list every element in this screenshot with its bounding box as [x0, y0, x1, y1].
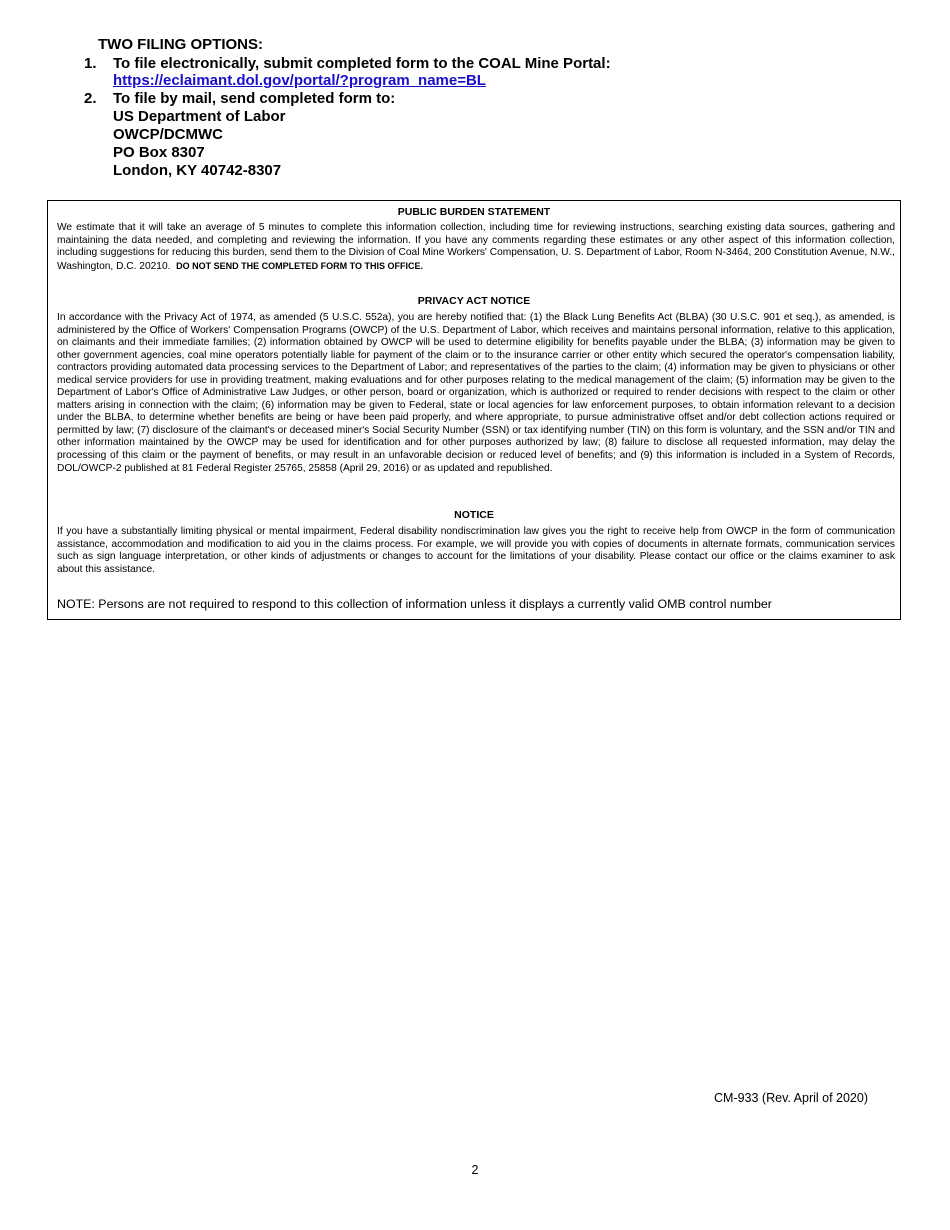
privacy-body: In accordance with the Privacy Act of 1974, as amended (5 U.S.C. 552a), you are hereby notified that: (1) the Black Lung Benefits Act (BLBA) (30 U.S.C. 901 et seq.), as amended, is administered by the Office of Workers' Compensation Programs (OWCP) of the U.S. Department of Labor, which receives and maintains personal information, relative to this application, on claimants and their immediate families; (2) information obtained by OWCP will be used to determine eligibility for benefits payable under the BLBA; (3) information may be given to other government agencies, coal mine operators potentially liable for payment of the claim or to the insurance carrier or other entity which secured the operator's compensation liability, contractors providing automated data processing services to the Department of Labor; and representatives of the parties to the claim; (4) information may be given to physicians or other medical service providers for use in providing treatment, making evaluations and for other purposes relating to the medical management of the claim; (5) information may be given to the Department of Labor's Office of Administrative Law Judges, or other person, board or organization, which is authorized or required to render decisions with respect to the claim or other matters arising in connection with the claim; (6) information may be given to Federal, state or local agencies for law enforcement purposes, to obtain information relevant to a decision under the BLBA, to determine whether benefits are being or have been paid properly, and where appropriate, to pursue administrative offset and/or debt collection actions required or permitted by law; (7) disclosure of the claimant's or deceased miner's Social Security Number (SSN) or tax identifying number (TIN) on this form is voluntary, and the SSN and/or TIN and other information maintained by the OWCP may be used for identification and for other purposes authorized by law; (8) failure to disclose all requested information, may delay the processing of this claim or the payment of benefits, or may result in an unfavorable decision or reduced level of benefits; and (9) this information is included in a System of Records, DOL/OWCP-2 published at 81 Federal Register 25765, 25858 (April 29, 2016) or as updated and republished. — [57, 312, 895, 474]
address-line-1: US Department of Labor — [113, 108, 286, 125]
notice-title: NOTICE — [454, 509, 494, 521]
option-1-number: 1. — [84, 55, 97, 72]
option-1-link-wrap — [113, 72, 486, 90]
filing-options-header: TWO FILING OPTIONS: — [98, 36, 263, 53]
burden-title: PUBLIC BURDEN STATEMENT — [397, 206, 551, 218]
statements-box — [47, 200, 901, 620]
form-id: CM-933 (Rev. April of 2020) — [714, 1091, 868, 1105]
address-line-2: OWCP/DCMWC — [113, 126, 223, 143]
address-line-4: London, KY 40742-8307 — [113, 162, 282, 179]
notice-body: If you have a substantially limiting physical or mental impairment, Federal disability nondiscrimination law gives you the right to receive help from OWCP in the form of communication assistance, accommodation and modification to aid you in the claims process. For example, we will provide you with copies of documents in alternate formats, communication services such as sign language interpretation, or other kinds of adjustments or changes to account for the limitations of your disability. Please contact our office or the claims examiner to ask about this assistance. — [57, 526, 895, 575]
address-line-3: PO Box 8307 — [113, 144, 205, 161]
page-number: 2 — [471, 1163, 479, 1177]
burden-body — [57, 222, 895, 273]
option-2-text: To file by mail, send completed form to: — [113, 90, 396, 107]
burden-warning: DO NOT SEND THE COMPLETED FORM TO THIS OFFICE. — [176, 260, 423, 271]
option-2-number: 2. — [84, 90, 97, 107]
portal-link[interactable]: https://eclaimant.dol.gov/portal/?program_name=BL — [113, 72, 486, 89]
burden-text: We estimate that it will take an average of 5 minutes to complete this information collection, including time for reviewing instructions, searching existing data sources, gathering and maintaining the data needed, and completing and reviewing the information. If you have any comments regarding these estimates or any other aspect of this information collection, including suggestions for reducing this burden, send them to the Division of Coal Mine Workers' Compensation, U. S. Department of Labor, Room N-3464, 200 Constitution Avenue, N.W., Washington, D.C. 20210. — [57, 222, 895, 272]
omb-note: NOTE: Persons are not required to respond to this collection of information unless it displays a currently valid OMB control number — [57, 597, 772, 611]
option-1-text: To file electronically, submit completed form to the COAL Mine Portal: — [113, 55, 611, 72]
privacy-title: PRIVACY ACT NOTICE — [417, 295, 531, 307]
